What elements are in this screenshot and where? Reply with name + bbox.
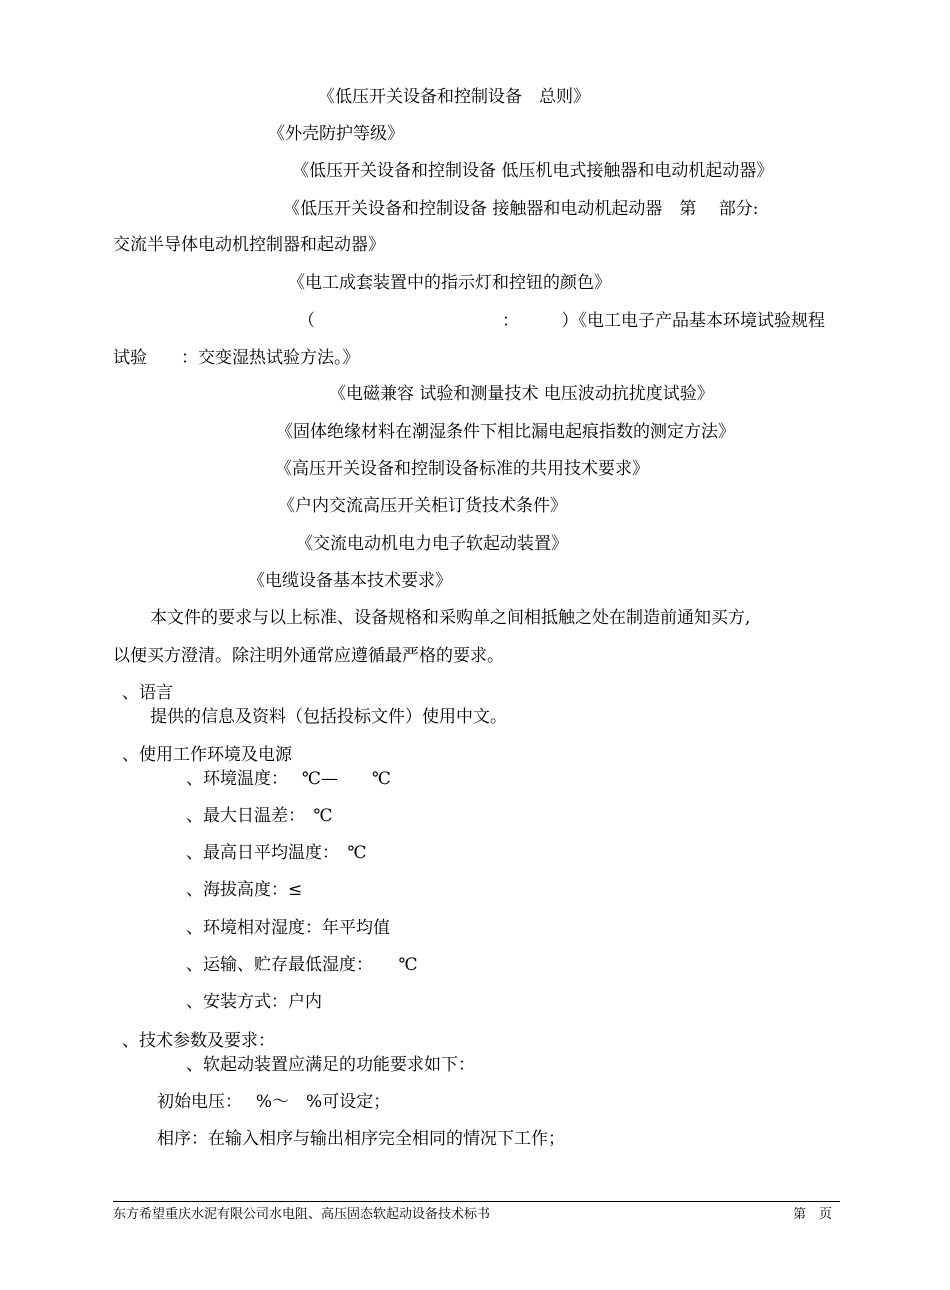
section-heading-environment: 、使用工作环境及电源 — [122, 745, 292, 765]
environment-item: 、安装方式：户内 — [186, 992, 322, 1012]
tech-subheading: 、软起动装置应满足的功能要求如下： — [186, 1055, 475, 1075]
footer-page-number: 第 页 — [793, 1207, 833, 1222]
standard-line: 《固体绝缘材料在潮湿条件下相比漏电起痕指数的测定方法》 — [276, 422, 735, 442]
standard-line: 《交流电动机电力电子软起动装置》 — [296, 534, 568, 554]
standard-line: 《低压开关设备和控制设备 总则》 — [318, 87, 590, 107]
environment-item: 、运输、贮存最低湿度： ℃ — [186, 955, 418, 975]
standard-line: 交流半导体电动机控制器和起动器》 — [113, 235, 385, 255]
standard-line: 试验 ：交变湿热试验方法。》 — [113, 348, 360, 368]
environment-item: 、环境温度： ℃— ℃ — [186, 769, 391, 789]
standard-line: 《低压开关设备和控制设备 接触器和电动机起动器 第 部分: — [283, 199, 759, 219]
environment-item: 、最高日平均温度： ℃ — [186, 843, 367, 863]
environment-item: 、海拔高度：≤ — [186, 880, 303, 900]
standard-line: 《电缆设备基本技术要求》 — [248, 571, 452, 591]
footer-divider — [113, 1201, 840, 1202]
standard-line: 《户内交流高压开关柜订货技术条件》 — [278, 496, 567, 516]
body-paragraph-line: 以便买方澄清。除注明外通常应遵循最严格的要求。 — [113, 646, 504, 666]
section-heading-tech: 、技术参数及要求： — [122, 1031, 275, 1051]
tech-initial-voltage: 初始电压： %～ %可设定； — [157, 1092, 391, 1112]
environment-item: 、环境相对湿度：年平均值 — [186, 918, 390, 938]
section-heading-language: 、语言 — [122, 683, 173, 703]
standard-line: 《电工成套装置中的指示灯和控钮的颜色》 — [288, 273, 611, 293]
standard-line: （ ： ）《电工电子产品基本环境试验规程 — [298, 311, 825, 331]
standard-line: 《电磁兼容 试验和测量技术 电压波动抗扰度试验》 — [329, 384, 714, 404]
body-paragraph-line: 本文件的要求与以上标准、设备规格和采购单之间相抵触之处在制造前通知买方, — [150, 608, 751, 628]
tech-phase-sequence: 相序：在输入相序与输出相序完全相同的情况下工作； — [157, 1129, 565, 1149]
environment-item: 、最大日温差： ℃ — [186, 806, 333, 826]
standard-line: 《低压开关设备和控制设备 低压机电式接触器和电动机起动器》 — [292, 161, 774, 181]
language-text: 提供的信息及资料（包括投标文件）使用中文。 — [150, 707, 507, 727]
standard-line: 《外壳防护等级》 — [268, 124, 404, 144]
footer-title: 东方希望重庆水泥有限公司水电阻、高压固态软起动设备技术标书 — [113, 1207, 491, 1222]
standard-line: 《高压开关设备和控制设备标准的共用技术要求》 — [275, 459, 649, 479]
